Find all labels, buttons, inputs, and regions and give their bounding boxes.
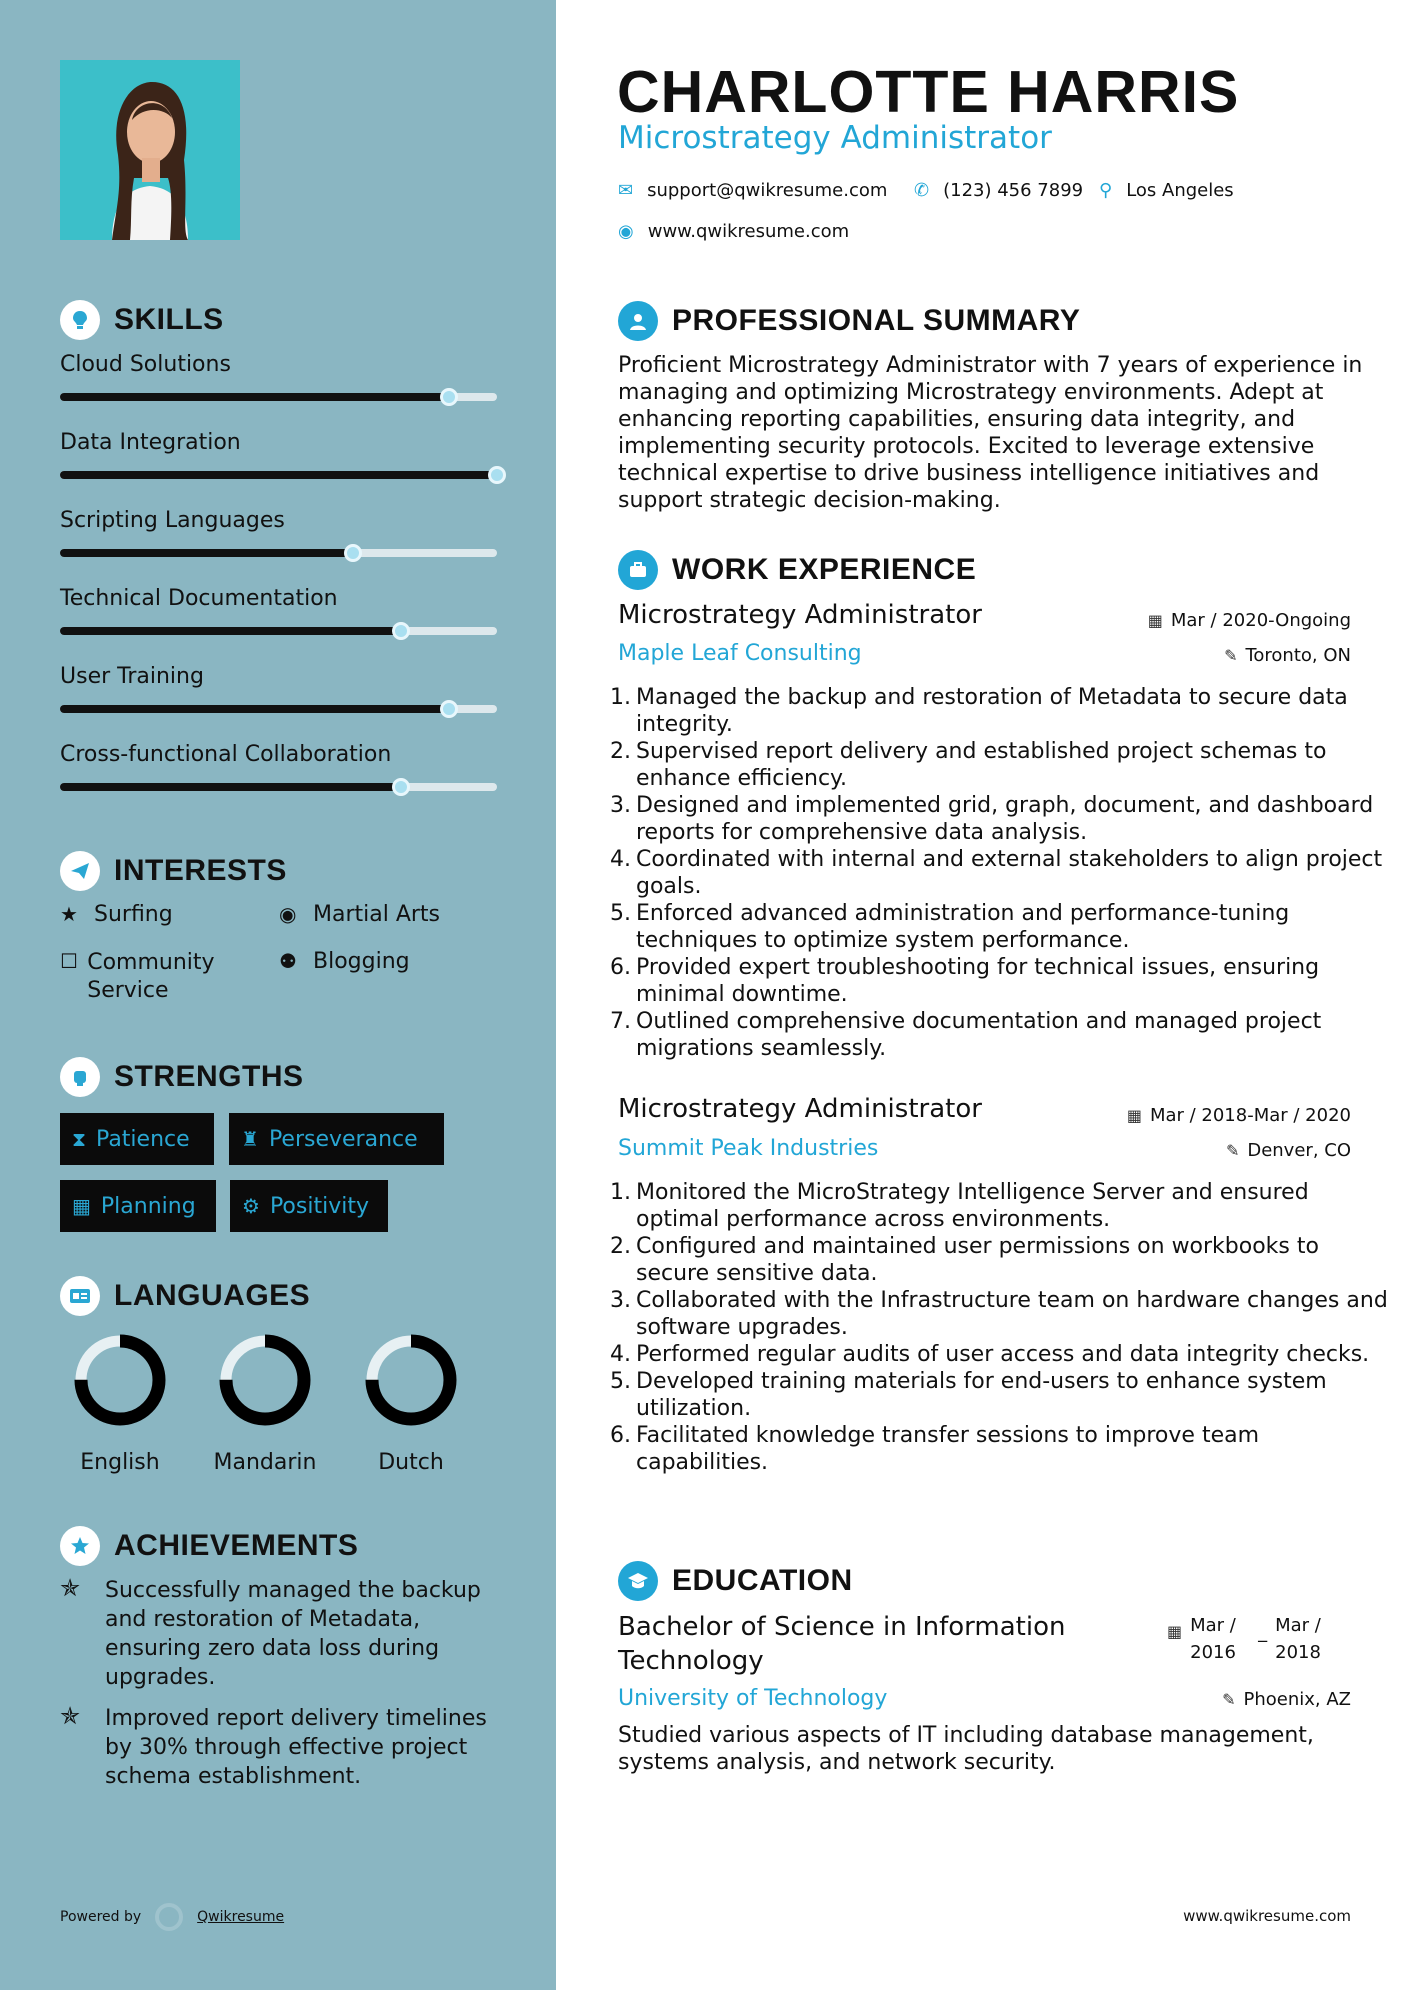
interests-title: INTERESTS bbox=[114, 854, 287, 887]
website-text: www.qwikresume.com bbox=[647, 221, 850, 242]
qwikresume-link[interactable]: Qwikresume bbox=[197, 1909, 285, 1925]
skill-bar-knob bbox=[392, 778, 410, 796]
sidebar bbox=[0, 0, 556, 1990]
job-duty: 1. Managed the backup and restoration of Metadata to secure data integrity. bbox=[610, 685, 1348, 737]
strength-label: Perseverance bbox=[268, 1126, 418, 1152]
email-text: support@qwikresume.com bbox=[647, 180, 888, 201]
achievement-item bbox=[60, 1704, 510, 1791]
star-icon: ✯ bbox=[60, 1702, 81, 1730]
job-duty: 5. Developed training materials for end-users to enhance system utilization. bbox=[610, 1369, 1327, 1421]
job-duty: 1. Monitored the MicroStrategy Intelligence Server and ensured optimal performance across environments. bbox=[610, 1180, 1309, 1232]
strength-label: Planning bbox=[100, 1193, 196, 1219]
achievements-heading bbox=[60, 1526, 358, 1566]
job-dates bbox=[1148, 610, 1351, 631]
job-duty: 6. Provided expert troubleshooting for technical issues, ensuring minimal downtime. bbox=[610, 955, 1320, 1007]
job-location-text: Denver, CO bbox=[1247, 1140, 1351, 1161]
achievements-title: ACHIEVEMENTS bbox=[114, 1529, 359, 1562]
achievement-item bbox=[60, 1576, 510, 1692]
language-label: Dutch bbox=[378, 1450, 444, 1475]
education-dates: ▦ Mar / 2016 _ Mar / 2018 bbox=[1167, 1612, 1335, 1666]
globe-icon: ◉ bbox=[279, 902, 297, 926]
job-dates-text: Mar / 2020-Ongoing bbox=[1170, 610, 1351, 631]
job-dates-text: Mar / 2018-Mar / 2020 bbox=[1149, 1105, 1351, 1126]
envelope-icon: ✉ bbox=[618, 180, 634, 201]
pin-icon: ✎ bbox=[1225, 1141, 1240, 1160]
qwikresume-logo-icon bbox=[155, 1903, 183, 1931]
job-company: Maple Leaf Consulting bbox=[618, 641, 862, 666]
skill-bar bbox=[60, 705, 497, 713]
interest-item bbox=[279, 902, 440, 927]
job-company: Summit Peak Industries bbox=[618, 1136, 879, 1161]
education-degree: Bachelor of Science in Information Technology bbox=[618, 1612, 1066, 1676]
calendar-icon: ▦ bbox=[72, 1194, 91, 1218]
user-icon bbox=[618, 301, 658, 341]
education-description: Studied various aspects of IT including database management, systems analysis, and network security. bbox=[618, 1723, 1314, 1775]
interest-item bbox=[279, 949, 410, 974]
skill-item bbox=[60, 586, 500, 635]
users-icon: ⚉ bbox=[279, 949, 297, 973]
calendar-icon: ▦ bbox=[1126, 1106, 1142, 1125]
skill-bar-fill bbox=[60, 627, 401, 635]
skill-item bbox=[60, 742, 500, 791]
job-duties-list bbox=[610, 1179, 1388, 1476]
skill-bar-knob bbox=[440, 700, 458, 718]
skill-label: Cross-functional Collaboration bbox=[60, 742, 392, 767]
calendar-icon: ▦ bbox=[1147, 611, 1163, 630]
education-start: Mar / 2016 bbox=[1190, 1615, 1236, 1663]
experience-heading bbox=[618, 550, 976, 590]
skill-label: Technical Documentation bbox=[60, 586, 338, 611]
skill-item bbox=[60, 508, 500, 557]
profile-photo-image bbox=[60, 60, 240, 240]
summary-title: PROFESSIONAL SUMMARY bbox=[672, 304, 1081, 337]
education-title: EDUCATION bbox=[672, 1564, 853, 1597]
skill-bar-fill bbox=[60, 783, 401, 791]
interest-label: Blogging bbox=[313, 949, 410, 974]
interest-item bbox=[60, 902, 173, 927]
interest-label: Martial Arts bbox=[313, 902, 441, 927]
education-end: Mar / 2018 bbox=[1275, 1615, 1321, 1663]
education-location-text: Phoenix, AZ bbox=[1243, 1689, 1351, 1710]
star-icon: ★ bbox=[60, 902, 78, 926]
contact-website[interactable] bbox=[618, 221, 849, 242]
pin-icon: ✎ bbox=[1224, 646, 1238, 665]
job-title: Microstrategy Administrator bbox=[618, 600, 982, 630]
skill-bar bbox=[60, 549, 497, 557]
strength-badge bbox=[60, 1180, 216, 1232]
interest-item bbox=[60, 949, 260, 1005]
job-location bbox=[1226, 1140, 1351, 1161]
id-card-icon bbox=[60, 1276, 100, 1316]
language-item bbox=[346, 1330, 476, 1475]
job-dates bbox=[1127, 1105, 1351, 1126]
strength-badge bbox=[60, 1113, 214, 1165]
pin-icon: ✎ bbox=[1222, 1690, 1236, 1709]
job-duty: 6. Facilitated knowledge transfer sessions to improve team capabilities. bbox=[610, 1423, 1260, 1475]
globe-icon: ◉ bbox=[618, 221, 634, 242]
skill-bar bbox=[60, 783, 497, 791]
briefcase-icon bbox=[618, 550, 658, 590]
language-item bbox=[200, 1330, 330, 1475]
job-title: Microstrategy Administrator bbox=[618, 1094, 982, 1124]
job-duty: 2. Configured and maintained user permissions on workbooks to secure sensitive data. bbox=[610, 1234, 1319, 1286]
map-pin-icon: ⚲ bbox=[1099, 180, 1113, 201]
contact-phone[interactable] bbox=[914, 180, 1083, 201]
skills-title: SKILLS bbox=[114, 303, 224, 336]
language-donut bbox=[215, 1330, 315, 1430]
languages-heading bbox=[60, 1276, 310, 1316]
graduation-cap-icon bbox=[618, 1561, 658, 1601]
skill-label: Cloud Solutions bbox=[60, 352, 231, 377]
job-duty: 2. Supervised report delivery and established project schemas to enhance efficiency. bbox=[610, 739, 1327, 791]
job-duty: 7. Outlined comprehensive documentation and managed project migrations seamlessly. bbox=[610, 1009, 1322, 1061]
job-duties-list bbox=[610, 684, 1388, 1062]
paper-plane-icon bbox=[60, 851, 100, 891]
interest-label: Community Service bbox=[87, 950, 215, 1003]
job-duty: 3. Collaborated with the Infrastructure team on hardware changes and software upgrades. bbox=[610, 1288, 1388, 1340]
experience-title: WORK EXPERIENCE bbox=[672, 553, 977, 586]
award-star-icon bbox=[60, 1526, 100, 1566]
job-location bbox=[1224, 645, 1351, 666]
skill-item bbox=[60, 664, 500, 713]
summary-text: Proficient Microstrategy Administrator with 7 years of experience in managing and optimizing Microstrategy environments. Adept at enhancing reporting capabilities, ensuring data integrity, and implementing security protocols. Excited to leverage extensive technical expertise to drive business intelligence initiatives and support strategic decision-making. bbox=[618, 353, 1363, 513]
skill-bar-fill bbox=[60, 471, 497, 479]
hourglass-icon: ⧗ bbox=[72, 1127, 87, 1151]
language-donut bbox=[361, 1330, 461, 1430]
skills-heading bbox=[60, 300, 224, 340]
strengths-heading bbox=[60, 1057, 304, 1097]
calendar-icon: ▦ bbox=[1167, 1622, 1183, 1641]
strength-label: Patience bbox=[96, 1126, 190, 1152]
language-item bbox=[55, 1330, 185, 1475]
strength-badge bbox=[229, 1113, 444, 1165]
achievement-text: Successfully managed the backup and restoration of Metadata, ensuring zero data loss during upgrades. bbox=[105, 1578, 481, 1690]
skill-bar-knob bbox=[392, 622, 410, 640]
powered-by-label: Powered by bbox=[60, 1909, 142, 1925]
language-label: English bbox=[80, 1450, 160, 1475]
language-label: Mandarin bbox=[213, 1450, 317, 1475]
skill-bar bbox=[60, 393, 497, 401]
fist-icon bbox=[60, 1057, 100, 1097]
skill-bar-fill bbox=[60, 705, 449, 713]
strength-badge bbox=[230, 1180, 388, 1232]
job-location-text: Toronto, ON bbox=[1245, 645, 1351, 666]
job-duty: 4. Coordinated with internal and external stakeholders to align project goals. bbox=[610, 847, 1383, 899]
lightbulb-icon bbox=[60, 300, 100, 340]
candidate-role: Microstrategy Administrator bbox=[618, 120, 1052, 156]
education-school: University of Technology bbox=[618, 1686, 888, 1711]
gear-icon: ⚙ bbox=[242, 1194, 260, 1218]
skill-bar-knob bbox=[440, 388, 458, 406]
languages-title: LANGUAGES bbox=[114, 1279, 311, 1312]
contact-location bbox=[1099, 180, 1234, 201]
skill-bar bbox=[60, 471, 497, 479]
strengths-title: STRENGTHS bbox=[114, 1060, 304, 1093]
hand-icon: ☐ bbox=[60, 949, 78, 973]
binoculars-icon: ♜ bbox=[241, 1127, 259, 1151]
main-content bbox=[556, 0, 1407, 1990]
job-duty: 4. Performed regular audits of user access and data integrity checks. bbox=[610, 1342, 1370, 1367]
skill-label: Data Integration bbox=[60, 430, 241, 455]
job-duty: 5. Enforced advanced administration and performance-tuning techniques to optimize system performance. bbox=[610, 901, 1290, 953]
language-donut bbox=[70, 1330, 170, 1430]
interests-heading bbox=[60, 851, 287, 891]
footer-website[interactable]: www.qwikresume.com bbox=[1183, 1907, 1351, 1925]
skill-item bbox=[60, 430, 500, 479]
skill-item bbox=[60, 352, 500, 401]
interest-label: Surfing bbox=[94, 902, 173, 927]
powered-by bbox=[60, 1903, 284, 1931]
phone-text: (123) 456 7899 bbox=[943, 180, 1084, 201]
strength-label: Positivity bbox=[269, 1193, 369, 1219]
skill-bar-knob bbox=[344, 544, 362, 562]
skill-bar-fill bbox=[60, 393, 449, 401]
skill-bar bbox=[60, 627, 497, 635]
job-duty: 3. Designed and implemented grid, graph, document, and dashboard reports for comprehensive data analysis. bbox=[610, 793, 1374, 845]
phone-icon: ✆ bbox=[914, 180, 930, 201]
skill-bar-knob bbox=[488, 466, 506, 484]
location-text: Los Angeles bbox=[1126, 180, 1234, 201]
achievement-text: Improved report delivery timelines by 30% through effective project schema establishment. bbox=[105, 1706, 487, 1789]
candidate-name: CHARLOTTE HARRIS bbox=[617, 59, 1240, 125]
star-icon: ✯ bbox=[60, 1574, 81, 1602]
skill-label: Scripting Languages bbox=[60, 508, 285, 533]
skill-label: User Training bbox=[60, 664, 204, 689]
education-location bbox=[1222, 1689, 1351, 1710]
skill-bar-fill bbox=[60, 549, 353, 557]
contact-email[interactable] bbox=[618, 180, 887, 201]
summary-heading bbox=[618, 301, 1080, 341]
profile-photo bbox=[60, 60, 240, 240]
education-heading bbox=[618, 1561, 853, 1601]
